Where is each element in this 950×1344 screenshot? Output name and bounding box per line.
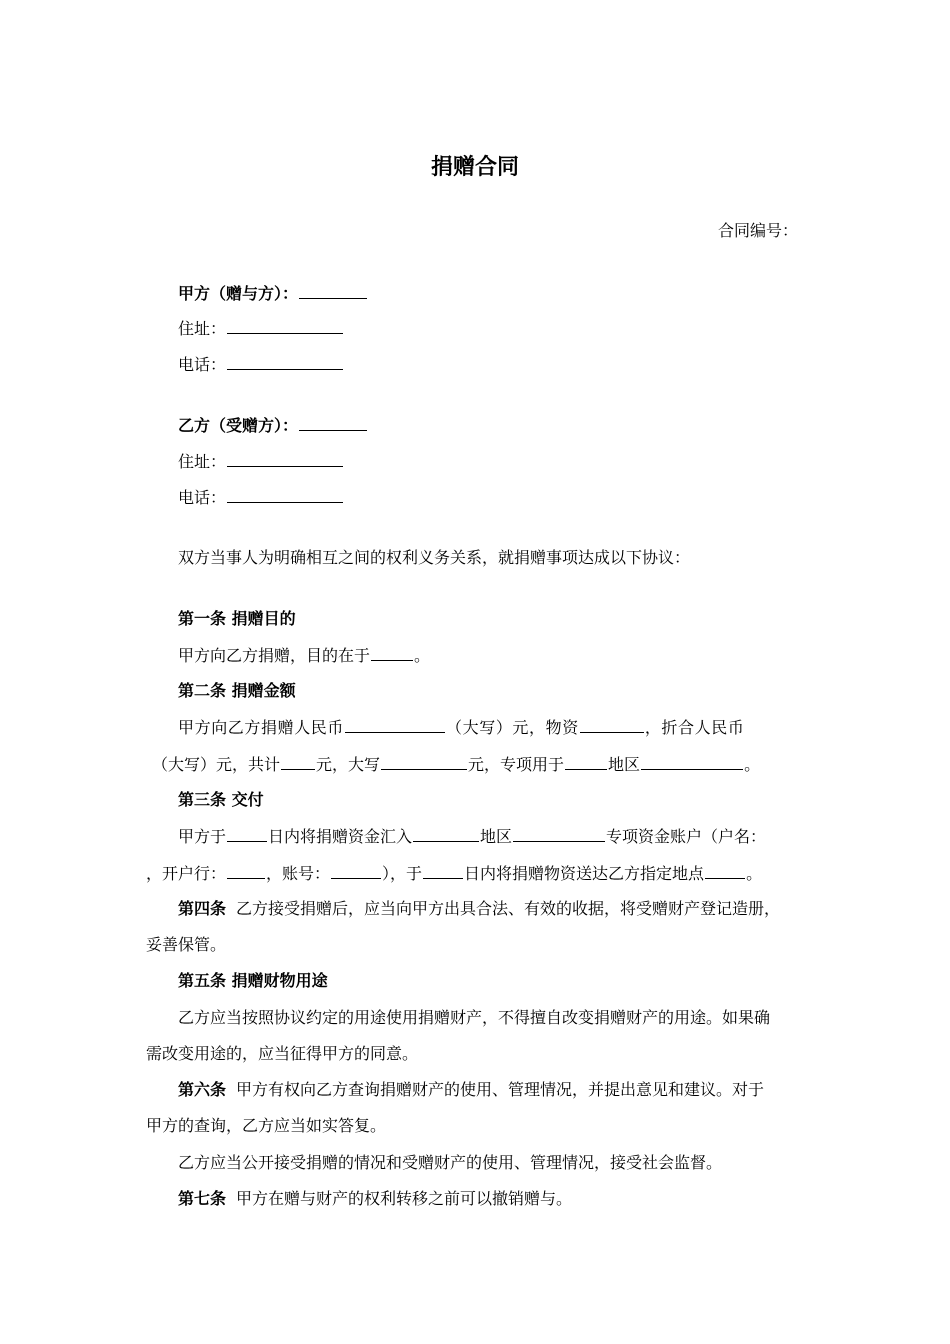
party-b-phone-line [178,486,344,509]
article-7-text: 甲方在赠与财产的权利转移之前可以撤销赠与。 [236,1189,573,1208]
article-2-l1c: ，折合人民币 [644,718,745,737]
party-b-address-line [178,450,344,473]
article-2-l2b: 元，大写 [316,755,381,774]
article-1-heading: 第一条 捐赠目的 [178,609,296,628]
party-a-phone-blank [227,353,343,370]
article-3-l2d: 日内将捐赠物资送达乙方指定地点 [464,864,705,883]
article-3-place-blank [413,825,479,842]
article-2-l2d: 地区 [608,755,641,774]
party-a-phone-label: 电话： [178,355,227,374]
intro-paragraph: 双方当事人为明确相互之间的权利义务关系，就捐赠事项达成以下协议： [178,548,691,567]
article-2-region-blank [641,753,743,770]
article-4-label: 第四条 [178,899,227,918]
article-2-l1a: 甲方向乙方捐赠人民币 [178,718,345,737]
article-3-location-blank [705,862,745,879]
party-b-address-label: 住址： [178,452,227,471]
article-3-days-blank [227,825,267,842]
article-3-account-blank [331,862,381,879]
article-5-line-1: 乙方应当按照协议约定的用途使用捐赠财产，不得擅自改变捐赠财产的用途。如果确 [178,1008,771,1027]
page-title: 捐赠合同 [430,155,519,180]
article-2-line-1 [178,716,744,739]
article-6-line-1 [178,1079,764,1101]
article-2-l2a: （大写）元，共计 [152,755,281,774]
party-b-phone-blank [227,486,343,503]
article-3-l1c: 地区 [480,827,513,846]
article-4-line-1 [178,898,780,920]
article-2-l2c: 元，专项用于 [468,755,565,774]
article-3-heading: 第三条 交付 [178,790,264,809]
article-3-bank-blank [227,862,265,879]
article-4-text: 乙方接受捐赠后，应当向甲方出具合法、有效的收据，将受赠财产登记造册， [236,899,781,918]
article-5-line-2: 需改变用途的，应当征得甲方的同意。 [146,1044,419,1063]
article-2-heading: 第二条 捐赠金额 [178,681,296,700]
article-6-line-2: 甲方的查询，乙方应当如实答复。 [146,1116,387,1135]
article-2-purpose-blank [565,753,607,770]
article-1-blank [371,644,413,661]
article-3-line-1 [178,825,766,848]
contract-number-label: 合同编号： [717,221,798,240]
article-2-l1b: （大写）元，物资 [446,718,579,737]
article-3-l2c: ），于 [382,864,423,883]
article-6-line-3: 乙方应当公开接受捐赠的情况和受赠财产的使用、管理情况，接受社会监督。 [178,1153,723,1172]
article-3-l2e: 。 [746,864,763,883]
party-a-blank [299,282,367,299]
article-3-l1b: 日内将捐赠资金汇入 [268,827,413,846]
party-a-address-line [178,317,344,340]
party-b-address-blank [227,450,343,467]
party-b-phone-label: 电话： [178,488,227,507]
article-1-text-b: 。 [414,646,431,665]
article-1-text-a: 甲方向乙方捐赠，目的在于 [178,646,371,665]
article-2-l2e: 。 [744,755,761,774]
party-b-line [178,414,368,437]
article-3-l2a: ，开户行： [146,864,227,883]
party-b-blank [299,414,367,431]
article-6-label: 第六条 [178,1080,227,1099]
article-4-line-2: 妥善保管。 [146,935,227,954]
article-2-capital-blank [381,753,467,770]
article-2-line-2 [152,753,760,776]
party-a-line [178,282,368,305]
article-3-region-blank [513,825,605,842]
party-a-address-blank [227,317,343,334]
article-3-l1d: 专项资金账户（户名： [606,827,767,846]
party-a-address-label: 住址： [178,319,227,338]
party-a-phone-line [178,353,344,376]
party-a-label: 甲方（赠与方）： [178,284,299,303]
article-2-amount-blank [345,716,445,733]
article-6-text: 甲方有权向乙方查询捐赠财产的使用、管理情况，并提出意见和建议。对于 [236,1080,765,1099]
party-b-label: 乙方（受赠方）： [178,416,299,435]
article-5-heading: 第五条 捐赠财物用途 [178,971,328,990]
article-2-goods-blank [580,716,644,733]
article-3-deliver-days-blank [423,862,463,879]
article-3-l2b: ，账号： [266,864,331,883]
article-7-label: 第七条 [178,1189,227,1208]
article-3-line-2 [146,862,762,885]
article-7-line-1 [178,1188,572,1210]
article-1-text [178,644,430,667]
article-2-total-blank [281,753,315,770]
article-3-l1a: 甲方于 [178,827,227,846]
